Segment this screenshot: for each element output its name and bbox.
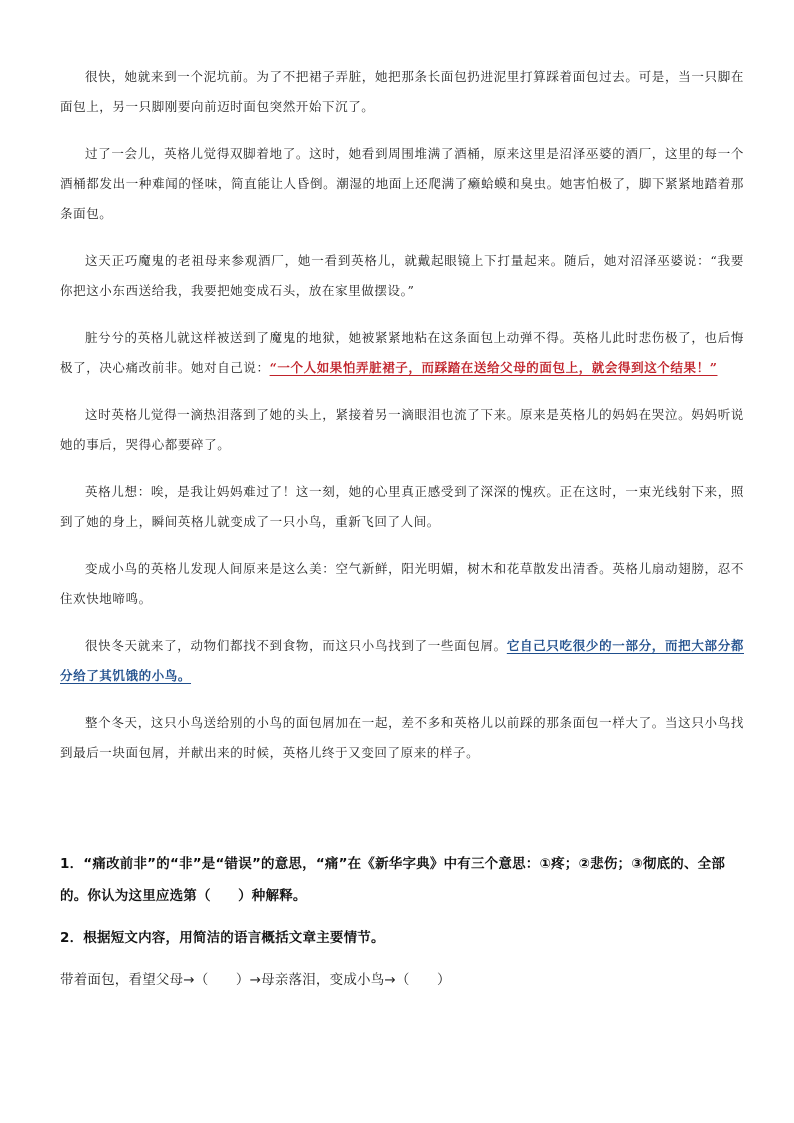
story-paragraph-5: 这时英格儿觉得一滴热泪落到了她的头上，紧接着另一滴眼泪也流了下来。原来是英格儿的妈妈在哭泣。妈妈听说她的事后，哭得心都要碎了。 <box>60 407 744 452</box>
questions-section <box>60 848 750 996</box>
question-2: 2．根据短文内容，用简洁的语言概括文章主要情节。 <box>60 930 385 946</box>
story-paragraph-4 <box>60 323 744 383</box>
story-paragraph-9: 整个冬天，这只小鸟送给别的小鸟的面包屑加在一起，差不多和英格儿以前踩的那条面包一样大了。当这只小鸟找到最后一块面包屑，并献出来的时候，英格儿终于又变回了原来的样子。 <box>60 715 744 760</box>
story-paragraph-3: 这天正巧魔鬼的老祖母来参观酒厂，她一看到英格儿，就戴起眼镜上下打量起来。随后，她对沼泽巫婆说：“我要你把这小东西送给我，我要把她变成石头，放在家里做摆设。” <box>60 253 744 298</box>
story-paragraph-1: 很快，她就来到一个泥坑前。为了不把裙子弄脏，她把那条长面包扔进泥里打算踩着面包过去。可是，当一只脚在面包上，另一只脚刚要向前迈时面包突然开始下沉了。 <box>60 69 744 114</box>
story-paragraph-8 <box>60 631 744 691</box>
paragraph-8-text: 很快冬天就来了，动物们都找不到食物，而这只小鸟找到了一些面包屑。 <box>85 638 507 653</box>
story-paragraph-7: 变成小鸟的英格儿发现人间原来是这么美：空气新鲜，阳光明媚，树木和花草散发出清香。英格儿扇动翅膀，忍不住欢快地啼鸣。 <box>60 561 744 606</box>
story-paragraph-2: 过了一会儿，英格儿觉得双脚着地了。这时，她看到周围堆满了酒桶，原来这里是沼泽巫婆的酒厂，这里的每一个酒桶都发出一种难闻的怪味，简直能让人昏倒。潮湿的地面上还爬满了癞蛤蟆和臭虫。她害怕极了，脚下紧紧地踏着那条面包。 <box>60 146 744 221</box>
story-text <box>60 62 744 785</box>
question-2-answer-template: 带着面包，看望父母→（ ）→母亲落泪，变成小鸟→（ ） <box>60 972 451 988</box>
question-1: 1．“痛改前非”的“非”是“错误”的意思，“痛”在《新华字典》中有三个意思：①疼；②悲伤；③彻底的、全部的。你认为这里应选第（ ）种解释。 <box>60 856 726 904</box>
story-paragraph-6: 英格儿想：唉，是我让妈妈难过了！这一刻，她的心里真正感受到了深深的愧疚。正在这时，一束光线射下来，照到了她的身上，瞬间英格儿就变成了一只小鸟，重新飞回了人间。 <box>60 484 744 529</box>
highlighted-red-quote: “一个人如果怕弄脏裙子，而踩踏在送给父母的面包上，就会得到这个结果！” <box>269 360 718 375</box>
paragraph-4-text: 脏兮兮的英格儿就这样被送到了魔鬼的地狱，她被紧紧地粘在这条面包上动弹不得。英格儿此时悲伤极了，也后悔极了，决心痛改前非。她对自己说： <box>60 330 744 375</box>
highlighted-blue-sentence: 它自己只吃很少的一部分，而把大部分都分给了其饥饿的小鸟。 <box>60 638 744 683</box>
